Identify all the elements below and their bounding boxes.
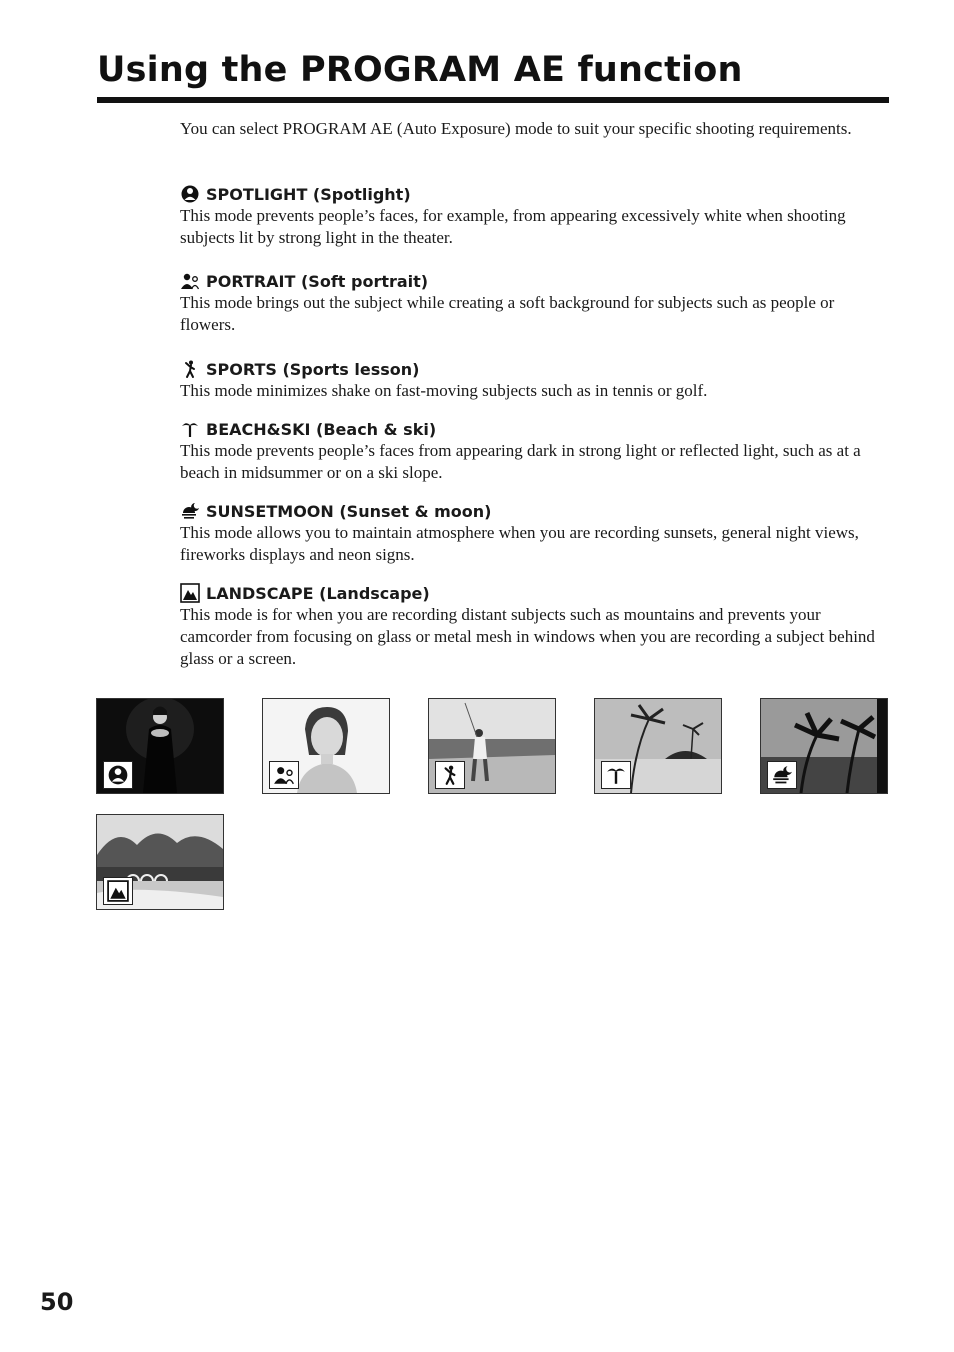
mode-spotlight bbox=[180, 183, 892, 249]
landscape-photo bbox=[96, 814, 224, 910]
sports-photo bbox=[428, 698, 556, 794]
beach-photo bbox=[594, 698, 722, 794]
landscape-icon bbox=[180, 582, 206, 604]
beach-ski-icon bbox=[180, 418, 206, 440]
spotlight-photo bbox=[96, 698, 224, 794]
mode-heading: LANDSCAPE (Landscape) bbox=[206, 583, 430, 603]
spotlight-icon bbox=[180, 183, 206, 205]
mode-heading: SPOTLIGHT (Spotlight) bbox=[206, 184, 411, 204]
mode-portrait bbox=[180, 270, 892, 336]
mode-heading: BEACH&SKI (Beach & ski) bbox=[206, 419, 437, 439]
mode-heading: SUNSETMOON (Sunset & moon) bbox=[206, 501, 492, 521]
mode-sunset-moon bbox=[180, 500, 892, 566]
mode-heading: PORTRAIT (Soft portrait) bbox=[206, 271, 429, 291]
landscape-icon bbox=[103, 877, 133, 905]
sunset-photo bbox=[760, 698, 888, 794]
mode-description: This mode minimizes shake on fast-moving subjects such as in tennis or golf. bbox=[180, 381, 708, 400]
portrait-icon bbox=[180, 270, 206, 292]
page-title: Using the PROGRAM AE function bbox=[97, 50, 743, 90]
mode-description: This mode prevents people’s faces from appearing dark in strong light or reflected light, such as at a beach in midsummer or on a ski slope. bbox=[180, 441, 861, 482]
mode-heading: SPORTS (Sports lesson) bbox=[206, 359, 420, 379]
mode-beach-ski bbox=[180, 418, 892, 484]
portrait-photo bbox=[262, 698, 390, 794]
title-rule bbox=[97, 97, 889, 103]
beach-ski-icon bbox=[601, 761, 631, 789]
sunset-moon-icon bbox=[767, 761, 797, 789]
mode-description: This mode allows you to maintain atmosphere when you are recording sunsets, general night views, fireworks displays and neon signs. bbox=[180, 523, 859, 564]
intro-text: You can select PROGRAM AE (Auto Exposure) mode to suit your specific shooting requirements. bbox=[180, 119, 852, 138]
mode-description: This mode prevents people’s faces, for example, from appearing excessively white when shooting subjects lit by strong light in the theater. bbox=[180, 206, 846, 247]
page-number: 50 bbox=[40, 1288, 74, 1316]
mode-landscape bbox=[180, 582, 892, 670]
portrait-icon bbox=[269, 761, 299, 789]
mode-description: This mode is for when you are recording distant subjects such as mountains and prevents your camcorder from focusing on glass or metal mesh in windows when you are recording a subject behind glass or a screen. bbox=[180, 605, 875, 668]
mode-description: This mode brings out the subject while creating a soft background for subjects such as people or flowers. bbox=[180, 293, 835, 334]
sports-icon bbox=[180, 358, 206, 380]
mode-sports bbox=[180, 358, 892, 402]
sports-icon bbox=[435, 761, 465, 789]
spotlight-icon bbox=[103, 761, 133, 789]
sunset-moon-icon bbox=[180, 500, 206, 522]
